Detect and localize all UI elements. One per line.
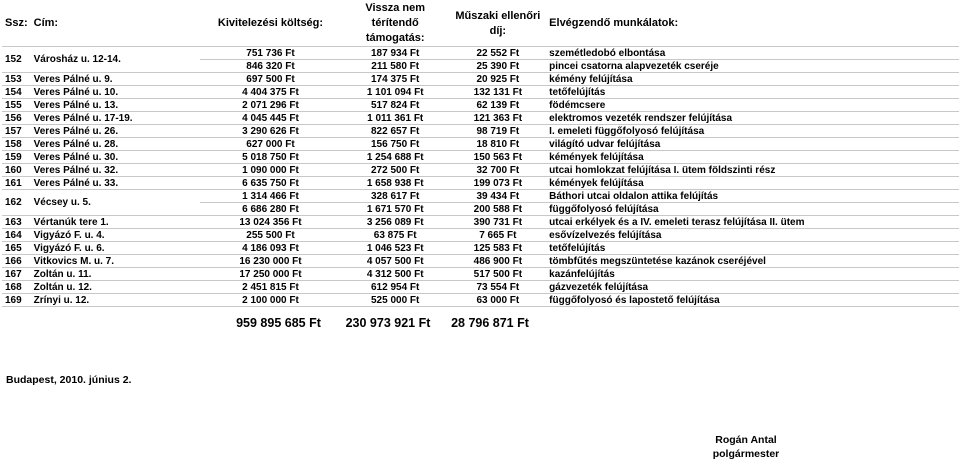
cell-cim: Veres Pálné u. 26. (31, 125, 200, 138)
cell-koltseg: 255 500 Ft (200, 229, 341, 242)
cell-munka: függőfolyosó felújítása (546, 203, 959, 216)
cell-ssz: 153 (2, 73, 31, 86)
cell-koltseg: 1 314 466 Ft (200, 190, 341, 203)
table-row (2, 99, 959, 112)
cell-cim: Veres Pálné u. 30. (31, 151, 200, 164)
cell-cim: Zoltán u. 11. (31, 268, 200, 281)
cell-tamogatas: 1 254 688 Ft (341, 151, 450, 164)
cell-ssz: 160 (2, 164, 31, 177)
cell-cim: Vigyázó F. u. 4. (31, 229, 200, 242)
cell-ssz: 159 (2, 151, 31, 164)
cell-koltseg: 13 024 356 Ft (200, 216, 341, 229)
cell-ellenori: 32 700 Ft (450, 164, 547, 177)
cell-ellenori: 39 434 Ft (450, 190, 547, 203)
signer-title: polgármester (712, 448, 780, 460)
cell-cim: Vértanúk tere 1. (31, 216, 200, 229)
cell-tamogatas: 211 580 Ft (341, 60, 450, 73)
cell-cim: Városház u. 12-14. (31, 47, 200, 73)
cell-tamogatas: 612 954 Ft (341, 281, 450, 294)
cell-munka: kémények felújítása (546, 151, 959, 164)
cell-koltseg: 4 186 093 Ft (200, 242, 341, 255)
cell-koltseg: 1 090 000 Ft (200, 164, 341, 177)
cell-tamogatas: 156 750 Ft (341, 138, 450, 151)
header-tamogatas: Vissza nem térítendő támogatás: (341, 1, 450, 47)
cell-ssz: 167 (2, 268, 31, 281)
signature-block (704, 433, 788, 461)
header-ssz: Ssz: (2, 1, 31, 47)
table-row (2, 255, 959, 268)
cell-ssz: 158 (2, 138, 31, 151)
cell-tamogatas: 4 057 500 Ft (341, 255, 450, 268)
cell-ellenori: 22 552 Ft (450, 47, 547, 60)
cell-ellenori: 18 810 Ft (450, 138, 547, 151)
cell-tamogatas: 328 617 Ft (341, 190, 450, 203)
cell-ssz: 169 (2, 294, 31, 307)
table-row (2, 73, 959, 86)
table-row (2, 216, 959, 229)
cell-cim: Veres Pálné u. 33. (31, 177, 200, 190)
table-row (2, 112, 959, 125)
cell-koltseg: 751 736 Ft (200, 47, 341, 60)
total-koltseg: 959 895 685 Ft (236, 316, 321, 330)
cell-ssz: 163 (2, 216, 31, 229)
cell-munka: Báthori utcai oldalon attika felújítás (546, 190, 959, 203)
cell-koltseg: 4 045 445 Ft (200, 112, 341, 125)
cell-koltseg: 16 230 000 Ft (200, 255, 341, 268)
cell-cim: Vitkovics M. u. 7. (31, 255, 200, 268)
table-row (2, 47, 959, 60)
signer-name: Rogán Antal (715, 434, 777, 446)
cell-ellenori: 390 731 Ft (450, 216, 547, 229)
cell-cim: Veres Pálné u. 10. (31, 86, 200, 99)
cell-ellenori: 132 131 Ft (450, 86, 547, 99)
header-ellenori: Műszaki ellenőri díj: (450, 1, 547, 47)
header-koltseg: Kivitelezési költség: (200, 1, 341, 47)
cell-ssz: 152 (2, 47, 31, 73)
cell-munka: födémcsere (546, 99, 959, 112)
cell-munka: függőfolyosó és lapostető felújítása (546, 294, 959, 307)
cell-tamogatas: 174 375 Ft (341, 73, 450, 86)
works-table (2, 1, 959, 307)
table-row (2, 268, 959, 281)
cell-ssz: 161 (2, 177, 31, 190)
table-row (2, 125, 959, 138)
cell-ellenori: 486 900 Ft (450, 255, 547, 268)
cell-ellenori: 25 390 Ft (450, 60, 547, 73)
cell-tamogatas: 3 256 089 Ft (341, 216, 450, 229)
cell-ssz: 156 (2, 112, 31, 125)
cell-koltseg: 627 000 Ft (200, 138, 341, 151)
cell-munka: tetőfelújítás (546, 242, 959, 255)
cell-munka: I. emeleti függőfolyosó felújítása (546, 125, 959, 138)
cell-munka: világító udvar felújítása (546, 138, 959, 151)
total-ellenori: 28 796 871 Ft (451, 316, 529, 330)
cell-koltseg: 4 404 375 Ft (200, 86, 341, 99)
cell-koltseg: 2 451 815 Ft (200, 281, 341, 294)
cell-munka: pincei csatorna alapvezeték cseréje (546, 60, 959, 73)
cell-munka: kémény felújítása (546, 73, 959, 86)
cell-ellenori: 125 583 Ft (450, 242, 547, 255)
cell-ellenori: 150 563 Ft (450, 151, 547, 164)
cell-tamogatas: 525 000 Ft (341, 294, 450, 307)
cell-tamogatas: 63 875 Ft (341, 229, 450, 242)
cell-ellenori: 200 588 Ft (450, 203, 547, 216)
cell-munka: utcai erkélyek és a IV. emeleti terasz felújítása II. ütem (546, 216, 959, 229)
table-row (2, 242, 959, 255)
cell-koltseg: 6 635 750 Ft (200, 177, 341, 190)
cell-ssz: 165 (2, 242, 31, 255)
cell-koltseg: 2 071 296 Ft (200, 99, 341, 112)
cell-cim: Veres Pálné u. 28. (31, 138, 200, 151)
table-row (2, 281, 959, 294)
cell-ssz: 164 (2, 229, 31, 242)
table-row (2, 138, 959, 151)
table-row (2, 164, 959, 177)
cell-ssz: 155 (2, 99, 31, 112)
cell-tamogatas: 1 671 570 Ft (341, 203, 450, 216)
cell-ellenori: 63 000 Ft (450, 294, 547, 307)
cell-ellenori: 517 500 Ft (450, 268, 547, 281)
cell-tamogatas: 517 824 Ft (341, 99, 450, 112)
cell-cim: Zrínyi u. 12. (31, 294, 200, 307)
cell-munka: esővízelvezés felújítása (546, 229, 959, 242)
cell-munka: gázvezeték felújítása (546, 281, 959, 294)
cell-ellenori: 73 554 Ft (450, 281, 547, 294)
cell-cim: Veres Pálné u. 17-19. (31, 112, 200, 125)
cell-munka: szemétledobó elbontása (546, 47, 959, 60)
cell-koltseg: 3 290 626 Ft (200, 125, 341, 138)
cell-koltseg: 5 018 750 Ft (200, 151, 341, 164)
table-row (2, 229, 959, 242)
cell-koltseg: 2 100 000 Ft (200, 294, 341, 307)
cell-koltseg: 697 500 Ft (200, 73, 341, 86)
cell-ellenori: 98 719 Ft (450, 125, 547, 138)
cell-ssz: 166 (2, 255, 31, 268)
header-cim: Cím: (31, 1, 200, 47)
cell-koltseg: 6 686 280 Ft (200, 203, 341, 216)
cell-ssz: 157 (2, 125, 31, 138)
cell-tamogatas: 1 658 938 Ft (341, 177, 450, 190)
table-row (2, 86, 959, 99)
cell-ellenori: 62 139 Ft (450, 99, 547, 112)
cell-munka: elektromos vezeték rendszer felújítása (546, 112, 959, 125)
cell-koltseg: 17 250 000 Ft (200, 268, 341, 281)
cell-cim: Zoltán u. 12. (31, 281, 200, 294)
table-row (2, 294, 959, 307)
header-row (2, 1, 959, 47)
cell-ssz: 154 (2, 86, 31, 99)
cell-tamogatas: 1 101 094 Ft (341, 86, 450, 99)
cell-tamogatas: 822 657 Ft (341, 125, 450, 138)
place-date: Budapest, 2010. június 2. (6, 374, 132, 386)
table-row (2, 190, 959, 203)
cell-cim: Veres Pálné u. 9. (31, 73, 200, 86)
cell-tamogatas: 1 046 523 Ft (341, 242, 450, 255)
cell-ellenori: 121 363 Ft (450, 112, 547, 125)
table-row (2, 177, 959, 190)
cell-cim: Veres Pálné u. 32. (31, 164, 200, 177)
cell-tamogatas: 4 312 500 Ft (341, 268, 450, 281)
cell-cim: Vécsey u. 5. (31, 190, 200, 216)
cell-ellenori: 199 073 Ft (450, 177, 547, 190)
total-tamogatas: 230 973 921 Ft (345, 316, 431, 330)
cell-munka: utcai homlokzat felújítása I. ütem földszinti rész (546, 164, 959, 177)
cell-munka: kémények felújítása (546, 177, 959, 190)
cell-ellenori: 20 925 Ft (450, 73, 547, 86)
header-munkalatok: Elvégzendő munkálatok: (546, 1, 959, 47)
cell-tamogatas: 187 934 Ft (341, 47, 450, 60)
cell-koltseg: 846 320 Ft (200, 60, 341, 73)
cell-tamogatas: 1 011 361 Ft (341, 112, 450, 125)
cell-munka: kazánfelújítás (546, 268, 959, 281)
cell-cim: Veres Pálné u. 13. (31, 99, 200, 112)
cell-ssz: 162 (2, 190, 31, 216)
cell-munka: tetőfelújítás (546, 86, 959, 99)
cell-munka: tömbfűtés megszüntetése kazánok cseréjével (546, 255, 959, 268)
table-row (2, 151, 959, 164)
cell-ssz: 168 (2, 281, 31, 294)
cell-ellenori: 7 665 Ft (450, 229, 547, 242)
cell-tamogatas: 272 500 Ft (341, 164, 450, 177)
cell-cim: Vigyázó F. u. 6. (31, 242, 200, 255)
